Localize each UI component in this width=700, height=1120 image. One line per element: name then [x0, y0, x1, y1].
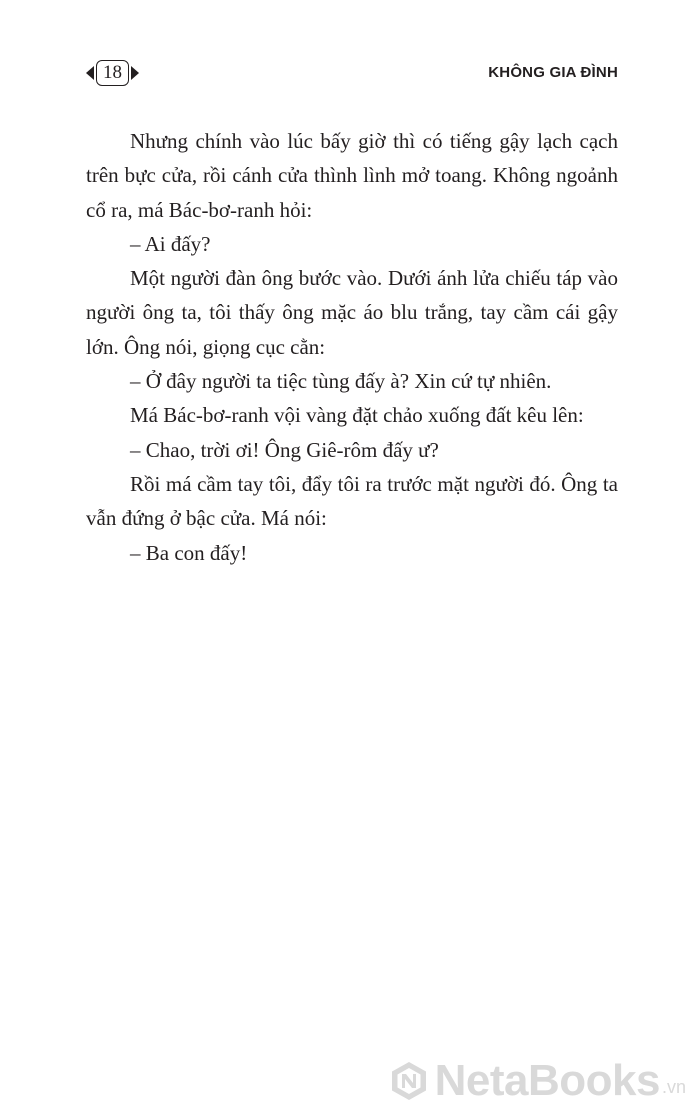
- page-number-badge: [86, 60, 139, 86]
- page-number: 18: [96, 60, 129, 86]
- running-title: KHÔNG GIA ĐÌNH: [488, 64, 618, 81]
- page-header: [86, 60, 618, 88]
- arrow-left-icon: [86, 66, 94, 80]
- paragraph: Rồi má cầm tay tôi, đẩy tôi ra trước mặt người đó. Ông ta vẫn đứng ở bậc cửa. Má nói:: [86, 471, 618, 531]
- paragraph: – Ở đây người ta tiệc tùng đấy à? Xin cứ tự nhiên.: [130, 369, 552, 394]
- paragraph: – Chao, trời ơi! Ông Giê-rôm đấy ư?: [130, 437, 439, 462]
- watermark-text: NetaBooks: [434, 1056, 660, 1105]
- netabooks-logo-icon: [389, 1061, 429, 1101]
- paragraph: Má Bác-bơ-ranh vội vàng đặt chảo xuống đất kêu lên:: [130, 403, 584, 428]
- paragraph: – Ba con đấy!: [130, 540, 248, 565]
- watermark-suffix: .vn: [661, 1077, 686, 1097]
- paragraph: Nhưng chính vào lúc bấy giờ thì có tiếng gậy lạch cạch trên bực cửa, rồi cánh cửa thình lình mở toang. Không ngoảnh cổ ra, má Bác-bơ-ranh hỏi:: [86, 129, 618, 222]
- paragraph: – Ai đấy?: [130, 231, 211, 256]
- arrow-right-icon: [131, 66, 139, 80]
- paragraph: Một người đàn ông bước vào. Dưới ánh lửa chiếu táp vào người ông ta, tôi thấy ông mặc áo blu trắng, tay cầm cái gậy lớn. Ông nói, giọng cục cằn:: [86, 266, 618, 359]
- body-text: [86, 124, 618, 570]
- watermark: [389, 1056, 686, 1106]
